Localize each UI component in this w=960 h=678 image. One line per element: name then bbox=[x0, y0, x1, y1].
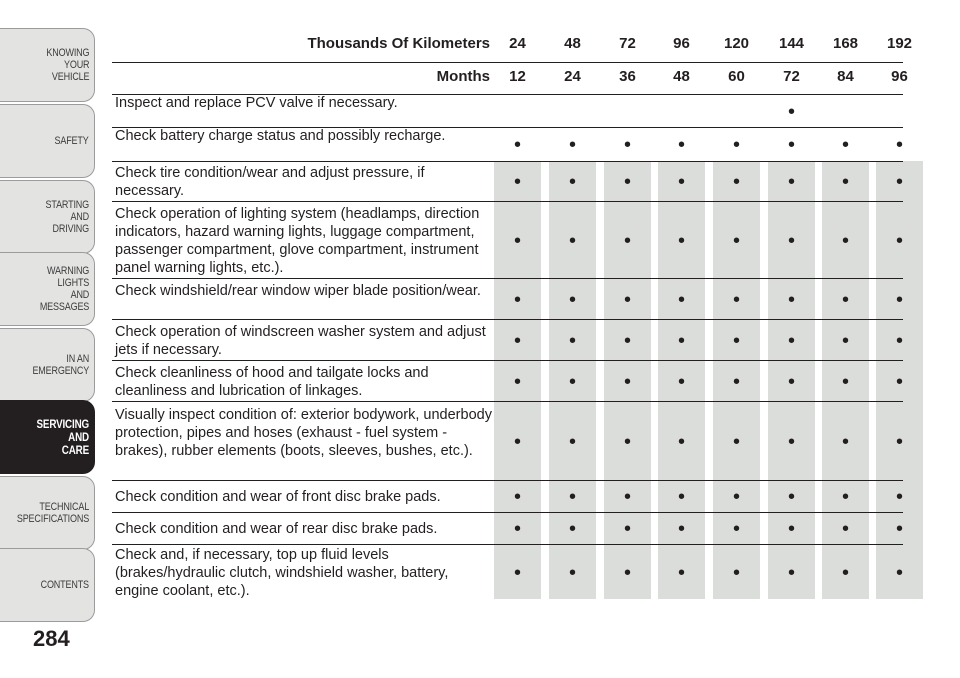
service-mark: • bbox=[677, 518, 685, 540]
service-mark: • bbox=[623, 518, 631, 540]
kilometers-interval: 48 bbox=[564, 35, 581, 52]
service-mark: • bbox=[841, 329, 849, 352]
table-row bbox=[112, 544, 903, 600]
service-mark: • bbox=[623, 370, 631, 393]
table-row bbox=[112, 278, 903, 319]
service-mark: • bbox=[677, 171, 685, 193]
service-mark: • bbox=[841, 518, 849, 540]
maintenance-task: Check windshield/rear window wiper blade position/wear. bbox=[115, 282, 481, 299]
service-mark: • bbox=[623, 562, 631, 584]
service-mark: • bbox=[677, 562, 685, 584]
tab-label: CONTENTS bbox=[40, 579, 89, 591]
service-mark: • bbox=[568, 329, 576, 352]
service-mark: • bbox=[677, 134, 685, 156]
tab-label: KNOWING YOUR VEHICLE bbox=[46, 47, 89, 83]
service-mark: • bbox=[732, 486, 740, 508]
service-mark: • bbox=[677, 430, 685, 453]
service-mark: • bbox=[787, 229, 795, 252]
service-mark: • bbox=[787, 562, 795, 584]
service-mark: • bbox=[732, 134, 740, 156]
service-mark: • bbox=[677, 370, 685, 393]
tab-in-an-emergency[interactable] bbox=[0, 328, 95, 402]
tab-technical-specifications[interactable] bbox=[0, 476, 95, 550]
months-interval: 36 bbox=[619, 68, 636, 85]
service-mark: • bbox=[513, 430, 521, 453]
page-number: 284 bbox=[33, 626, 70, 651]
maintenance-task: Check cleanliness of hood and tailgate locks and cleanliness and lubrication of linkages. bbox=[115, 364, 429, 399]
maintenance-task: Check tire condition/wear and adjust pressure, if necessary. bbox=[115, 165, 425, 199]
maintenance-task: Check operation of lighting system (headlamps, direction indicators, hazard warning lights, luggage compartment, passenger compartment, glove compartment, instrument panel warning lights, etc.). bbox=[115, 205, 480, 276]
service-mark: • bbox=[568, 486, 576, 508]
service-mark: • bbox=[623, 288, 631, 311]
service-mark: • bbox=[841, 486, 849, 508]
table-row bbox=[112, 201, 903, 278]
service-mark: • bbox=[895, 486, 903, 508]
maintenance-task: Inspect and replace PCV valve if necessary. bbox=[115, 94, 398, 111]
service-mark: • bbox=[568, 229, 576, 252]
service-mark: • bbox=[895, 329, 903, 352]
service-mark: • bbox=[623, 430, 631, 453]
service-mark: • bbox=[513, 329, 521, 352]
service-mark: • bbox=[623, 486, 631, 508]
service-mark: • bbox=[513, 518, 521, 540]
service-mark: • bbox=[895, 562, 903, 584]
service-mark: • bbox=[787, 288, 795, 311]
service-mark: • bbox=[787, 171, 795, 193]
tab-label: IN AN EMERGENCY bbox=[32, 353, 89, 377]
tab-label: STARTING AND DRIVING bbox=[45, 199, 89, 235]
kilometers-interval: 96 bbox=[673, 35, 690, 52]
service-mark: • bbox=[513, 171, 521, 193]
table-row bbox=[112, 401, 903, 480]
service-mark: • bbox=[568, 370, 576, 393]
service-mark: • bbox=[732, 288, 740, 311]
service-mark: • bbox=[677, 288, 685, 311]
service-mark: • bbox=[787, 430, 795, 453]
kilometers-interval: 120 bbox=[723, 35, 750, 52]
tab-safety[interactable] bbox=[0, 104, 95, 178]
service-mark: • bbox=[895, 134, 903, 156]
service-mark: • bbox=[732, 430, 740, 453]
tab-warning-lights-and-messages[interactable] bbox=[0, 252, 95, 326]
months-interval: 24 bbox=[564, 68, 581, 85]
service-mark: • bbox=[787, 329, 795, 352]
tab-label: SERVICING AND CARE bbox=[36, 416, 89, 457]
service-mark: • bbox=[732, 370, 740, 393]
service-mark: • bbox=[732, 171, 740, 193]
kilometers-interval: 192 bbox=[886, 35, 913, 52]
service-mark: • bbox=[677, 329, 685, 352]
service-mark: • bbox=[841, 229, 849, 252]
service-mark: • bbox=[677, 486, 685, 508]
kilometers-interval: 72 bbox=[619, 35, 636, 52]
months-interval: 12 bbox=[509, 68, 526, 85]
months-header-label: Months bbox=[436, 68, 490, 85]
service-mark: • bbox=[787, 100, 795, 123]
service-mark: • bbox=[841, 370, 849, 393]
service-mark: • bbox=[568, 171, 576, 193]
service-mark: • bbox=[513, 486, 521, 508]
table-row bbox=[112, 360, 903, 401]
tab-starting-and-driving[interactable] bbox=[0, 180, 95, 254]
table-row bbox=[112, 94, 903, 127]
table-row bbox=[112, 512, 903, 544]
months-interval: 60 bbox=[728, 68, 745, 85]
tab-label: WARNING LIGHTS AND MESSAGES bbox=[39, 265, 89, 313]
service-mark: • bbox=[787, 370, 795, 393]
tab-servicing-and-care[interactable] bbox=[0, 400, 95, 474]
kilometers-interval: 24 bbox=[509, 35, 526, 52]
maintenance-task: Check battery charge status and possibly recharge. bbox=[115, 128, 446, 144]
service-mark: • bbox=[841, 430, 849, 453]
service-mark: • bbox=[623, 134, 631, 156]
kilometers-interval: 168 bbox=[832, 35, 859, 52]
table-row bbox=[112, 127, 903, 161]
service-mark: • bbox=[623, 229, 631, 252]
tab-contents[interactable] bbox=[0, 548, 95, 622]
tab-knowing-your-vehicle[interactable] bbox=[0, 28, 95, 102]
service-mark: • bbox=[568, 134, 576, 156]
service-mark: • bbox=[568, 562, 576, 584]
service-mark: • bbox=[513, 229, 521, 252]
service-mark: • bbox=[732, 562, 740, 584]
months-interval: 84 bbox=[837, 68, 854, 85]
tab-label: TECHNICAL SPECIFICATIONS bbox=[16, 501, 89, 525]
service-mark: • bbox=[787, 134, 795, 156]
service-mark: • bbox=[623, 329, 631, 352]
service-mark: • bbox=[895, 430, 903, 453]
tab-label: SAFETY bbox=[54, 135, 89, 147]
service-mark: • bbox=[568, 430, 576, 453]
service-mark: • bbox=[677, 229, 685, 252]
service-mark: • bbox=[513, 134, 521, 156]
service-mark: • bbox=[895, 518, 903, 540]
service-mark: • bbox=[841, 171, 849, 193]
service-mark: • bbox=[895, 229, 903, 252]
maintenance-task: Check and, if necessary, top up fluid levels (brakes/hydraulic clutch, windshield washer, battery, engine coolant, etc.). bbox=[115, 547, 449, 599]
service-mark: • bbox=[841, 288, 849, 311]
service-mark: • bbox=[895, 171, 903, 193]
service-mark: • bbox=[623, 171, 631, 193]
service-mark: • bbox=[568, 518, 576, 540]
maintenance-task: Check condition and wear of rear disc brake pads. bbox=[115, 521, 438, 537]
service-mark: • bbox=[787, 518, 795, 540]
service-mark: • bbox=[513, 370, 521, 393]
service-mark: • bbox=[568, 288, 576, 311]
months-interval: 72 bbox=[783, 68, 800, 85]
maintenance-task: Check operation of windscreen washer system and adjust jets if necessary. bbox=[115, 323, 486, 358]
service-mark: • bbox=[895, 370, 903, 393]
service-mark: • bbox=[841, 562, 849, 584]
service-mark: • bbox=[787, 486, 795, 508]
service-mark: • bbox=[732, 518, 740, 540]
service-mark: • bbox=[732, 229, 740, 252]
service-mark: • bbox=[513, 562, 521, 584]
service-mark: • bbox=[513, 288, 521, 311]
maintenance-task: Check condition and wear of front disc brake pads. bbox=[115, 489, 441, 505]
maintenance-task: Visually inspect condition of: exterior bodywork, underbody protection, pipes and hoses (exhaust - fuel system - brakes), rubber elements (boots, sleeves, bushes, etc.). bbox=[115, 406, 492, 459]
table-row bbox=[112, 480, 903, 512]
kilometers-header-label: Thousands Of Kilometers bbox=[307, 35, 490, 52]
months-interval: 96 bbox=[891, 68, 908, 85]
service-mark: • bbox=[841, 134, 849, 156]
table-row bbox=[112, 319, 903, 360]
service-mark: • bbox=[895, 288, 903, 311]
kilometers-interval: 144 bbox=[778, 35, 805, 52]
table-row bbox=[112, 161, 903, 201]
service-mark: • bbox=[732, 329, 740, 352]
months-interval: 48 bbox=[673, 68, 690, 85]
